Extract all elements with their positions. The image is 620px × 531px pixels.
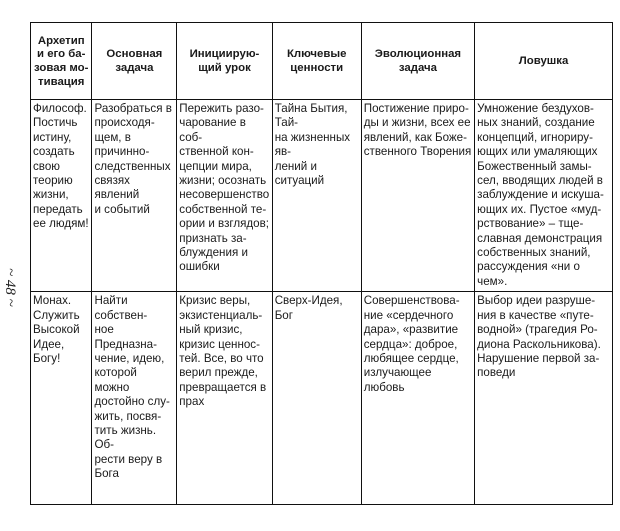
header-key-values: Ключевые ценности xyxy=(272,23,361,100)
cell-trap: Выбор идеи разруше- ния в качестве «путе- водной» (трагедия Ро- диона Раскольникова). Нарушение первой за- поведи xyxy=(475,292,613,505)
header-archetype: Архетип и его ба- зовая мо- тивация xyxy=(31,23,92,100)
cell-archetype: Философ. Постичь истину, создать свою теорию жизни, передать ее людям! xyxy=(31,100,92,292)
cell-archetype: Монах. Служить Высокой Идее, Богу! xyxy=(31,292,92,505)
table-row xyxy=(31,100,613,292)
cell-main-task: Разобраться в происходя- щем, в причинно- следственных связях явлений и событий xyxy=(92,100,177,292)
cell-key-values: Сверх-Идея, Бог xyxy=(272,292,361,505)
cell-main-task: Найти собствен- ное Предназна- чение, идею, которой можно достойно слу- жить, посвя- тить жизнь. Об- рести веру в Бога xyxy=(92,292,177,505)
cell-trap: Умножение бездухов- ных знаний, создание концепций, игнориру- ющих или умаляющих Божественный замы- сел, вводящих людей в заблуждение и искуша- ющих их. Пустое «муд- рствование» – тще- славная демонстрация собственных знаний, рассуждения «ни о чем». xyxy=(475,100,613,292)
cell-key-values: Тайна Бытия, Тай- на жизненных яв- лений и ситуаций xyxy=(272,100,361,292)
table-row xyxy=(31,292,613,505)
header-trap: Ловушка xyxy=(475,23,613,100)
archetype-table xyxy=(30,22,613,505)
cell-initiating-lesson: Кризис веры, экзистенциаль- ный кризис, кризис ценнос- тей. Все, во что верил прежде, превращается в прах xyxy=(177,292,272,505)
header-initiating-lesson: Инициирую- щий урок xyxy=(177,23,272,100)
header-main-task: Основная задача xyxy=(92,23,177,100)
cell-evolutionary-task: Постижение приро- ды и жизни, всех ее явлений, как Боже- ственного Творения xyxy=(361,100,474,292)
header-evolutionary-task: Эволюционная задача xyxy=(361,23,474,100)
cell-evolutionary-task: Совершенствова- ние «сердечного дара», «развитие сердца»: доброе, любящее сердце, излучающее любовь xyxy=(361,292,474,505)
page-number: ~ 48 ~ xyxy=(2,268,18,307)
cell-initiating-lesson: Пережить разо- чарование в соб- ственной кон- цепции мира, жизни; осознать несовершенство собственной те- ории и взглядов; признать за- блуждения и ошибки xyxy=(177,100,272,292)
table-header-row xyxy=(31,23,613,100)
